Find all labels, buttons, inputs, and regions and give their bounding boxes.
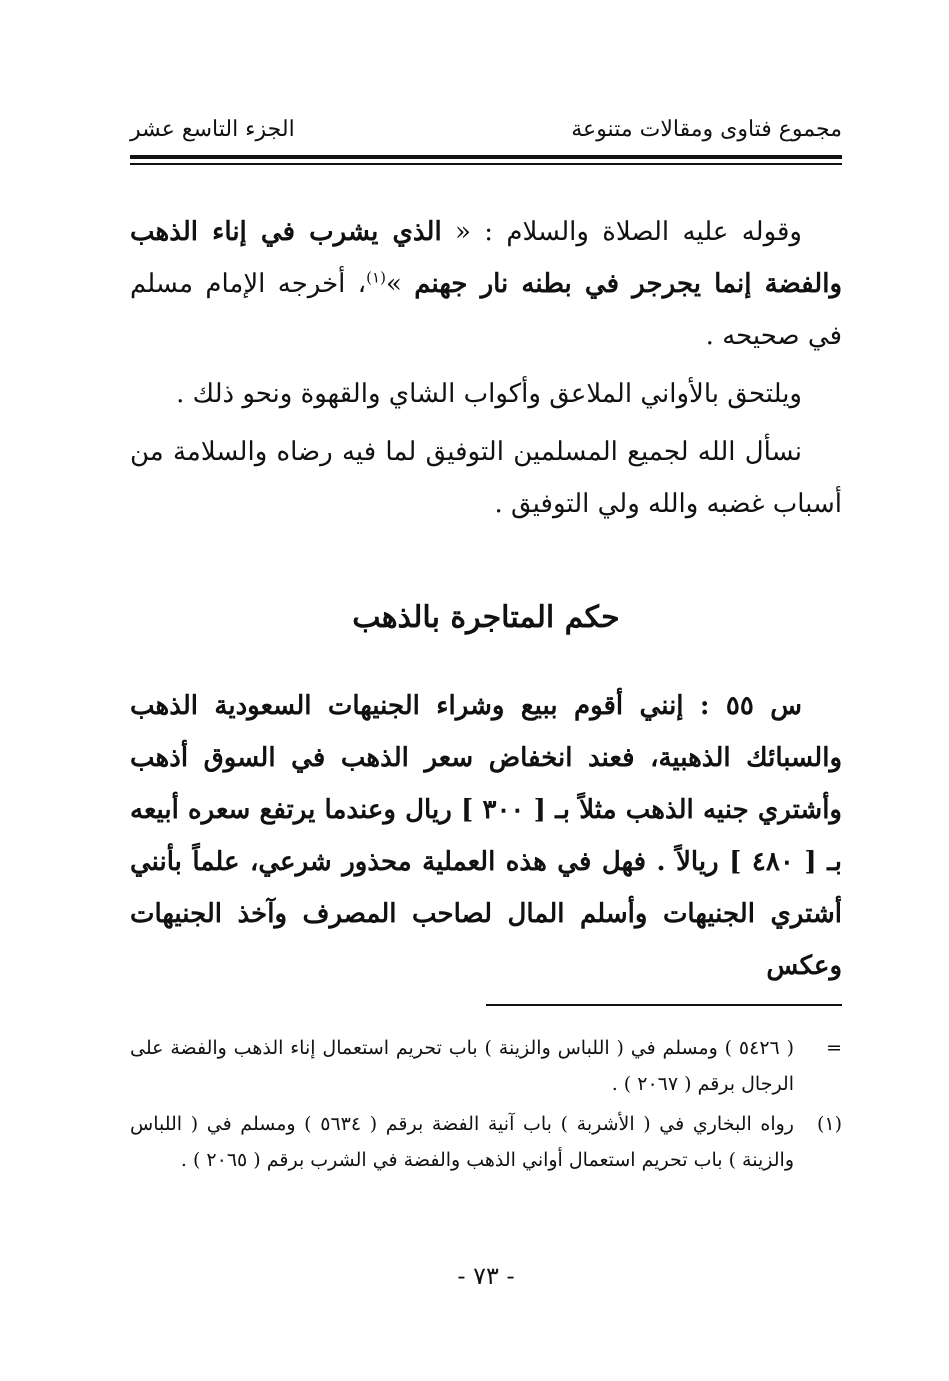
body-text — [130, 206, 842, 536]
paragraph-tail: ، أخرجه الإمام مسلم في صحيحه . — [130, 269, 842, 351]
footnote-text: ( ٥٤٢٦ ) ومسلم في ( اللباس والزينة ) باب تحريم استعمال إناء الذهب والفضة على الرجال برقم ( ٢٠٦٧ ) . — [130, 1037, 794, 1095]
footnote-reference: (١) — [366, 268, 386, 287]
running-header — [130, 112, 842, 148]
footnote-text: رواه البخاري في ( الأشربة ) باب آنية الفضة برقم ( ٥٦٣٤ ) ومسلم في ( اللباس والزينة ) باب تحريم استعمال أواني الذهب والفضة في الشرب برقم ( ٢٠٦٥ ) . — [130, 1113, 794, 1171]
section-heading: حكم المتاجرة بالذهب — [352, 600, 620, 635]
paragraph-lead: وقوله عليه الصلاة والسلام : « — [441, 217, 802, 247]
page-number: - ٧٣ - — [457, 1262, 515, 1290]
quote-close: » — [385, 269, 415, 299]
footnote-marker: (١) — [816, 1113, 842, 1135]
paragraph-supplication: نسأل الله لجميع المسلمين التوفيق لما فيه رضاه والسلامة من أسباب غضبه والله ولي التوفيق . — [130, 437, 842, 519]
footnote-separator — [486, 1004, 842, 1006]
header-rule-thin — [130, 163, 842, 165]
question-text: س ٥٥ : إنني أقوم ببيع وشراء الجنيهات السعودية الذهب والسبائك الذهبية، فعند انخفاض سعر الذهب في السوق أذهب وأشتري جنيه الذهب مثلاً بـ [ ٣٠٠ ] ريال وعندما يرتفع سعره أبيعه بـ [ ٤٨٠ ] ريالاً . فهل في هذه العملية محذور شرعي، علماً بأنني أشتري الجنيهات وأسلم المال لصاحب المصرف وآخذ الجنيهات وعكس — [130, 691, 842, 981]
book-page — [130, 0, 842, 1381]
footnote-1 — [130, 1106, 842, 1178]
footnote-continuation — [130, 1030, 842, 1102]
footnotes — [130, 1030, 842, 1182]
paragraph-utensils: ويلتحق بالأواني الملاعق وأكواب الشاي والقهوة ونحو ذلك . — [176, 379, 802, 409]
header-rule-thick — [130, 155, 842, 159]
hadith-quote: الذي يشرب في إناء الذهب والفضة إنما يجرجر في بطنه نار جهنم — [130, 217, 843, 299]
volume-label: الجزء التاسع عشر — [130, 117, 295, 142]
footnote-marker: = — [826, 1037, 842, 1059]
book-title: مجموع فتاوى ومقالات متنوعة — [571, 117, 842, 142]
paragraph-hadith — [130, 206, 842, 362]
